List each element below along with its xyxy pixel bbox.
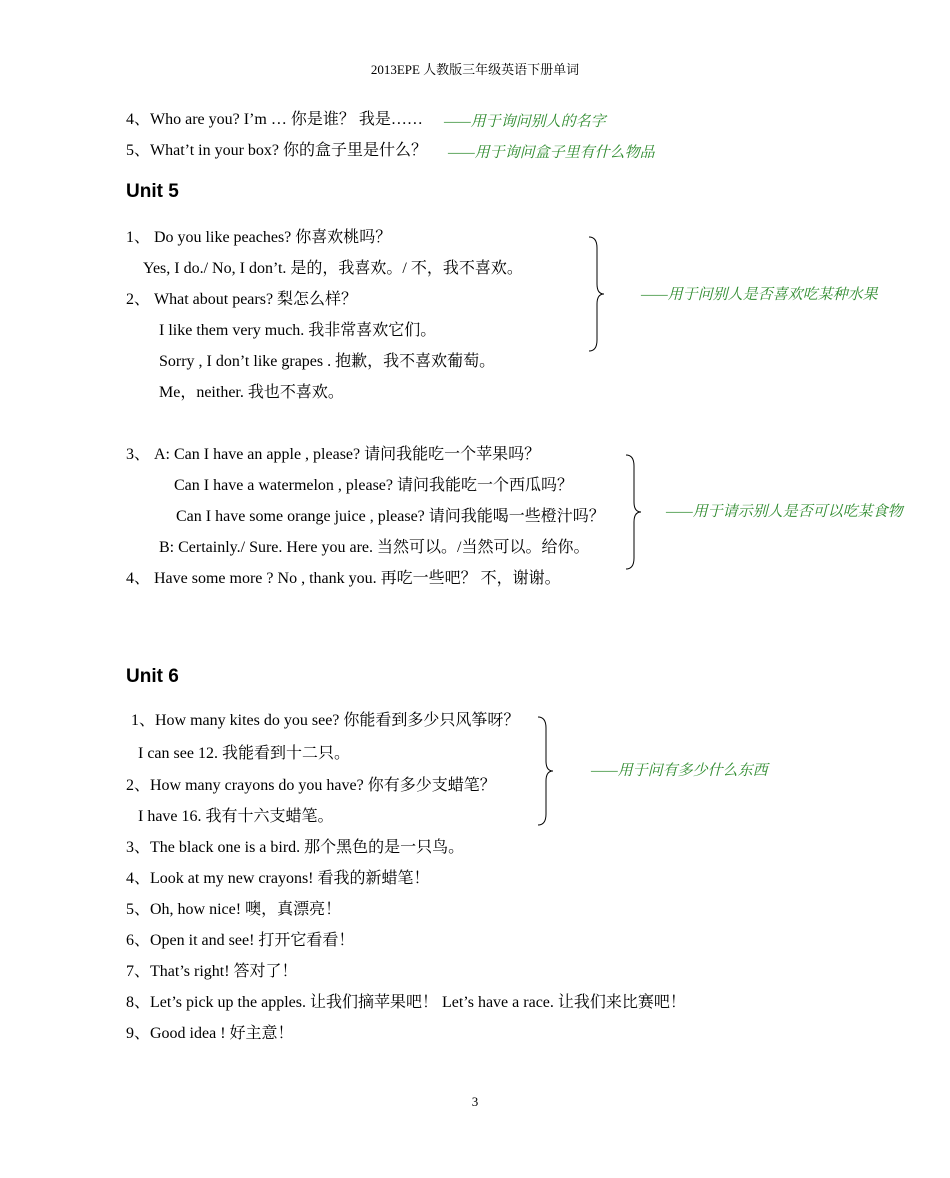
unit6-line: 4、Look at my new crayons! 看我的新蜡笔！ <box>126 870 430 887</box>
unit5-line: B: Certainly./ Sure. Here you are. 当然可以。/当然可以。给你。 <box>159 539 590 556</box>
unit5-line: Me，neither. 我也不喜欢。 <box>159 384 344 401</box>
intro-note-5: ——用于询问盒子里有什么物品 <box>448 145 655 161</box>
unit6-line: 6、Open it and see! 打开它看看！ <box>126 932 355 949</box>
unit5-line: 2、 What about pears? 梨怎么样？ <box>126 291 358 308</box>
unit6-line: I can see 12. 我能看到十二只。 <box>138 745 350 762</box>
intro-line-5: 5、What’t in your box? 你的盒子里是什么？ <box>126 142 428 159</box>
unit5-title: Unit 5 <box>126 181 179 202</box>
right-brace-icon <box>623 454 645 570</box>
right-brace-icon <box>535 716 557 826</box>
unit6-line: 5、Oh, how nice! 噢，真漂亮！ <box>126 901 342 918</box>
page-header: 2013EPE 人教版三年级英语下册单词 <box>370 62 580 77</box>
unit6-line: 2、How many crayons do you have? 你有多少支蜡笔？ <box>126 777 496 794</box>
unit5-line: 3、 A: Can I have an apple , please? 请问我能吃一个苹果吗？ <box>126 446 541 463</box>
unit6-line: I have 16. 我有十六支蜡笔。 <box>138 808 334 825</box>
intro-line-4: 4、Who are you? I’m … 你是谁？ 我是…… <box>126 111 423 128</box>
page-number: 3 <box>471 1094 479 1109</box>
unit5-line: 1、 Do you like peaches? 你喜欢桃吗？ <box>126 229 392 246</box>
intro-note-4: ——用于询问别人的名字 <box>444 114 606 130</box>
unit5-line: Yes, I do./ No, I don’t. 是的，我喜欢。/ 不，我不喜欢。 <box>143 260 523 277</box>
unit6-title: Unit 6 <box>126 666 179 687</box>
unit5-line: Can I have some orange juice , please? 请问我能喝一些橙汁吗？ <box>176 508 605 525</box>
unit5-line: 4、 Have some more ? No , thank you. 再吃一些吧？ 不，谢谢。 <box>126 570 561 587</box>
unit6-line: 9、Good idea ! 好主意！ <box>126 1025 294 1042</box>
unit5-line: Sorry , I don’t like grapes . 抱歉，我不喜欢葡萄。 <box>159 353 496 370</box>
unit6-line: 3、The black one is a bird. 那个黑色的是一只鸟。 <box>126 839 465 856</box>
unit6-line: 8、Let’s pick up the apples. 让我们摘苹果吧！ Let’s have a race. 让我们来比赛吧！ <box>126 994 686 1011</box>
right-brace-icon <box>586 236 608 352</box>
unit6-note: ——用于问有多少什么东西 <box>591 763 768 779</box>
unit5-line: I like them very much. 我非常喜欢它们。 <box>159 322 437 339</box>
unit6-line: 7、That’s right! 答对了！ <box>126 963 298 980</box>
unit5-note-2: ——用于请示别人是否可以吃某食物 <box>666 504 903 520</box>
unit6-line: 1、How many kites do you see? 你能看到多少只风筝呀？ <box>131 712 520 729</box>
unit5-line: Can I have a watermelon , please? 请问我能吃一个西瓜吗？ <box>174 477 574 494</box>
unit5-note-1: ——用于问别人是否喜欢吃某种水果 <box>641 287 878 303</box>
